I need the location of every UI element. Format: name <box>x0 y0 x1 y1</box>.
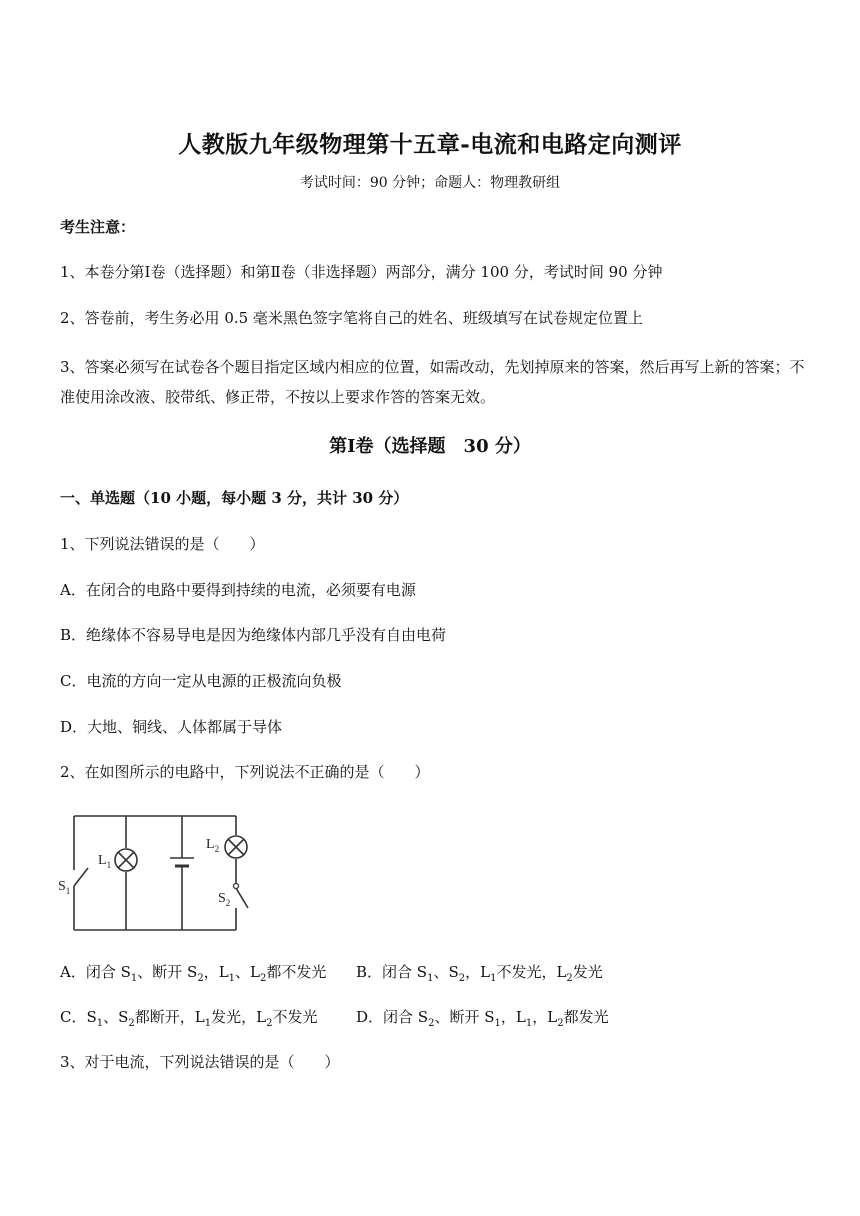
label-s1: $S_1$ <box>58 879 71 896</box>
switch-s2-blade <box>236 888 248 908</box>
question-1-option-d: D．大地、铜线、人体都属于导体 <box>60 718 283 736</box>
question-2-option-b: B．闭合 $S_1$、$S_2$，$L_1$不发光，$L_2$发光 <box>356 963 603 984</box>
section-title: 第Ⅰ卷（选择题 30 分） <box>329 436 531 457</box>
question-1-option-b: B．绝缘体不容易导电是因为绝缘体内部几乎没有自由电荷 <box>60 626 447 644</box>
question-1-stem: 1、下列说法错误的是（ ） <box>60 535 265 553</box>
notice-item-1: 1、本卷分第Ⅰ卷（选择题）和第Ⅱ卷（非选择题）两部分，满分 100 分，考试时间 90 分钟 <box>60 263 663 281</box>
label-l1: $L_1$ <box>98 853 112 870</box>
question-3-stem: 3、对于电流，下列说法错误的是（ ） <box>60 1053 340 1071</box>
question-2-option-c: C．$S_1$、$S_2$都断开，$L_1$发光，$L_2$不发光 <box>60 1008 318 1029</box>
question-2-stem: 2、在如图所示的电路中，下列说法不正确的是（ ） <box>60 763 430 781</box>
switch-s2-terminal <box>234 884 239 889</box>
notice-heading: 考生注意： <box>60 218 136 236</box>
question-2-option-d: D．闭合 $S_2$、断开 $S_1$，$L_1$，$L_2$都发光 <box>356 1008 609 1029</box>
label-l2: $L_2$ <box>206 837 220 854</box>
label-s2: $S_2$ <box>218 891 231 908</box>
switch-s1-blade <box>74 868 88 886</box>
question-2-option-a: A．闭合 $S_1$、断开 $S_2$，$L_1$、$L_2$都不发光 <box>60 963 327 984</box>
question-1-option-c: C．电流的方向一定从电源的正极流向负极 <box>60 672 342 690</box>
page-title: 人教版九年级物理第十五章-电流和电路定向测评 <box>178 131 682 158</box>
question-2-options-row-2 <box>60 1006 609 1029</box>
notice-item-2: 2、答卷前，考生务必用 0.5 毫米黑色签字笔将自己的姓名、班级填写在试卷规定位置上 <box>60 309 643 327</box>
part-heading: 一、单选题（10 小题，每小题 3 分，共计 30 分） <box>60 489 409 507</box>
question-1-option-a: A．在闭合的电路中要得到持续的电流，必须要有电源 <box>60 581 416 599</box>
exam-info: 考试时间：90 分钟；命题人：物理教研组 <box>299 175 561 191</box>
circuit-diagram <box>56 808 256 938</box>
question-2-options-row-1 <box>60 961 603 984</box>
notice-item-3: 3、答案必须写在试卷各个题目指定区域内相应的位置，如需改动，先划掉原来的答案，然后再写上新的答案；不准使用涂改液、胶带纸、修正带，不按以上要求作答的答案无效。 <box>60 358 805 406</box>
